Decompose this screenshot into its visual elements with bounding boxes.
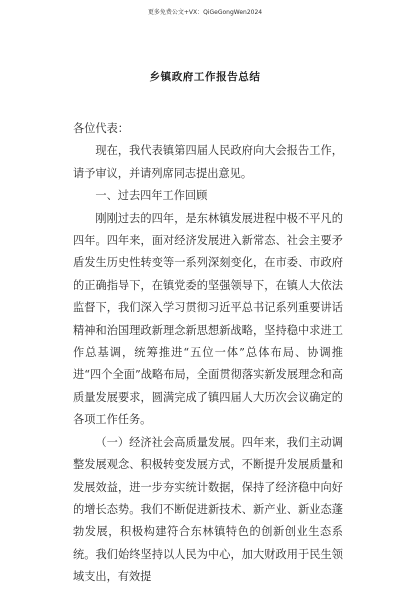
paragraph-intro: 现在，我代表镇第四届人民政府向大会报告工作，请予审议，并请列席同志提出意见。 bbox=[73, 144, 343, 180]
paragraph-economy: （一）经济社会高质量发展。四年来，我们主动调整发展观念、积极转变发展方式，不断提升发展质量和发展效益，进一步夯实统计数据，保持了经济稳中向好的增长态势。我们不断促进新技术、新产业、新业态蓬勃发展，积极构建符合东林镇特色的创新创业生态系统。我们始终坚持以人民为中心，加大财政用于民生领域支出，有效提 bbox=[73, 435, 343, 584]
document-body bbox=[73, 118, 343, 589]
salutation: 各位代表： bbox=[73, 122, 129, 135]
header-note: 更多免费公文+VX：QiGeGongWen2024 bbox=[147, 9, 263, 16]
paragraph-review: 刚刚过去的四年，是东林镇发展进程中极不平凡的四年。四年来，面对经济发展进入新常态、社会主要矛盾发生历史性转变等一系列深刻变化，在市委、市政府的正确指导下，在镇党委的坚强领导下，在镇人大依法监督下，我们深入学习贯彻习近平总书记系列重要讲话精神和治国理政新理念新思想新战略，坚持稳中求进工作总基调，统筹推进“五位一体”总体布局、协调推进“四个全面”战略布局，全面贯彻落实新发展理念和高质量发展要求，圆满完成了镇四届人大历次会议确定的各项工作任务。 bbox=[73, 211, 343, 427]
section-heading: 一、过去四年工作回顾 bbox=[95, 189, 208, 203]
document-title: 乡镇政府工作报告总结 bbox=[149, 71, 261, 83]
